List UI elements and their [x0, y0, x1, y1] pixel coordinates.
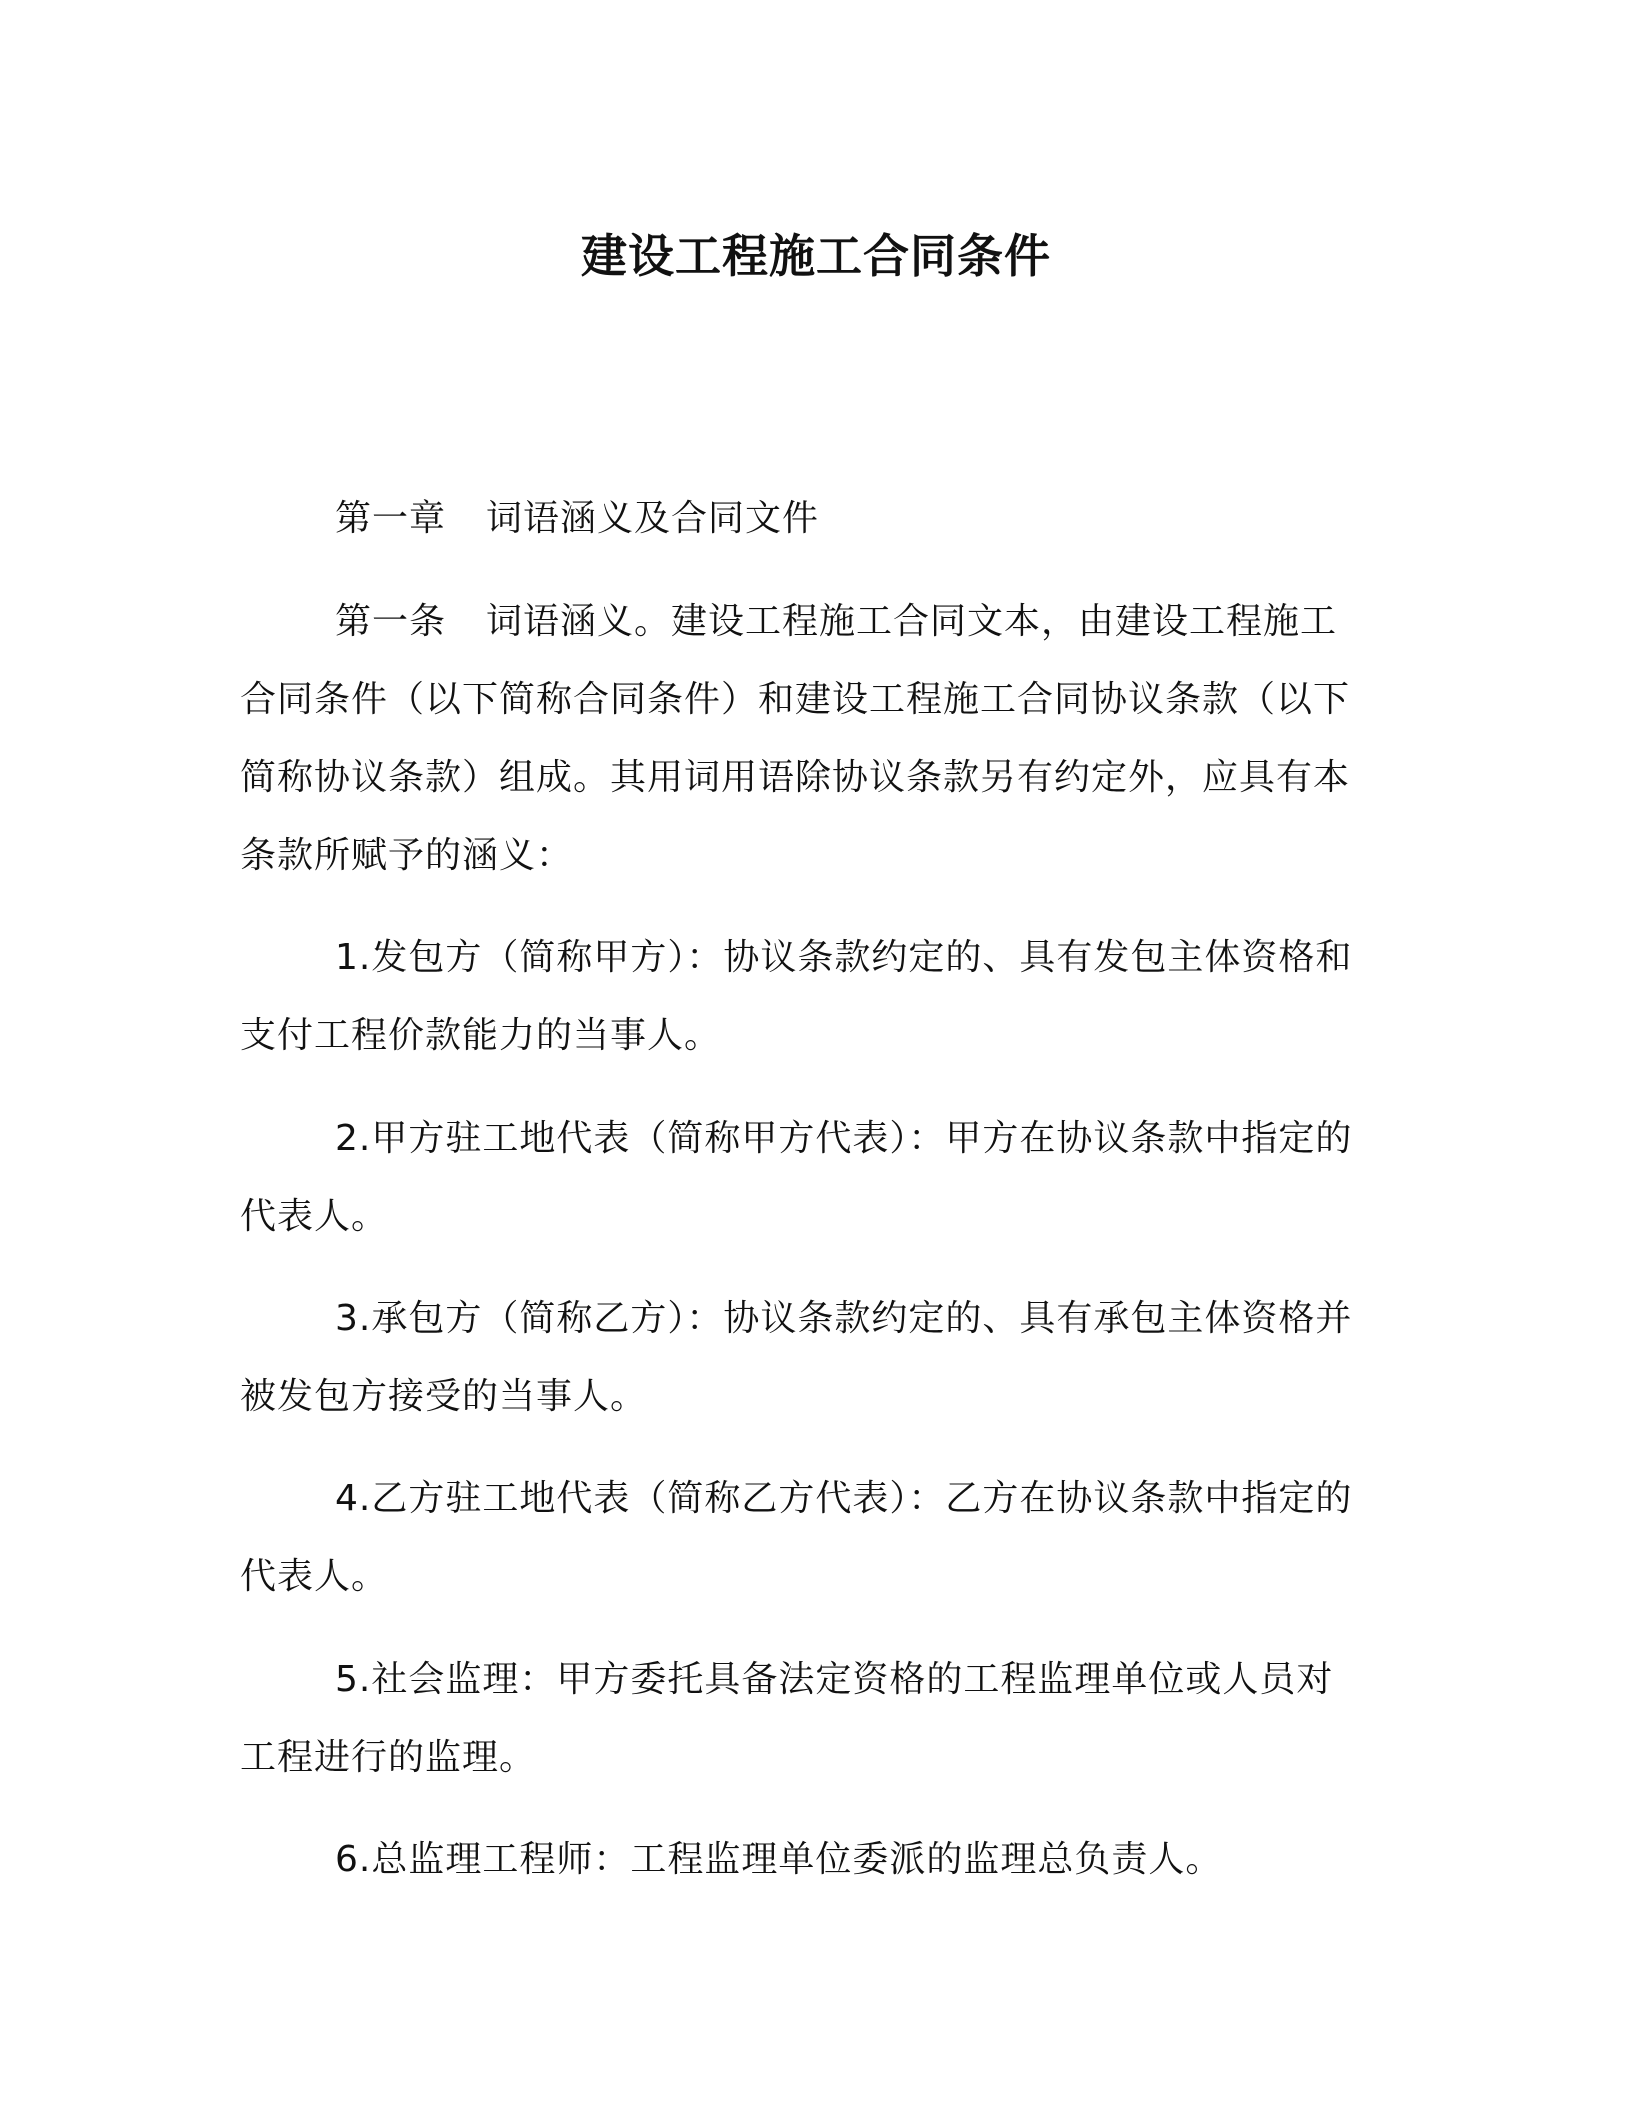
chapter-heading: [240, 480, 1370, 558]
chapter-title: 词语涵义及合同文件: [486, 498, 820, 539]
article-1-text: 词语涵义。建设工程施工合同文本，由建设工程施工合同条件（以下简称合同条件）和建设工程施工合同协议条款（以下简称协议条款）组成。其用词用语除协议条款另有约定外，应具有本条款所赋予的涵义：: [240, 601, 1351, 876]
definition-item-4: 4.乙方驻工地代表（简称乙方代表）：乙方在协议条款中指定的代表人。: [240, 1478, 1353, 1597]
definition-item-3: 3.承包方（简称乙方）：协议条款约定的、具有承包主体资格并被发包方接受的当事人。: [240, 1298, 1353, 1417]
definition-item-1: 1.发包方（简称甲方）：协议条款约定的、具有发包主体资格和支付工程价款能力的当事人。: [240, 937, 1353, 1056]
definition-item-6: 6.总监理工程师：工程监理单位委派的监理总负责人。: [335, 1839, 1223, 1880]
document-title: 建设工程施工合同条件: [581, 229, 1051, 283]
definition-item-2: 2.甲方驻工地代表（简称甲方代表）：甲方在协议条款中指定的代表人。: [240, 1118, 1353, 1237]
definition-item-5: 5.社会监理：甲方委托具备法定资格的工程监理单位或人员对工程进行的监理。: [240, 1659, 1334, 1778]
article-1-paragraph: [240, 583, 1370, 895]
article-1-number: 第一条: [335, 601, 447, 642]
chapter-number: 第一章: [335, 498, 447, 539]
